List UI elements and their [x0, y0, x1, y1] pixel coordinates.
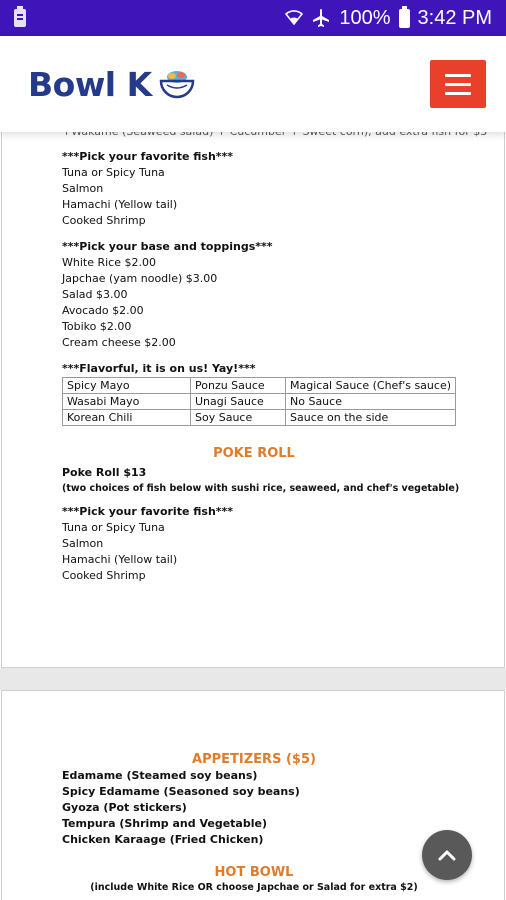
sauce-table [62, 377, 456, 426]
poke-roll-section [62, 465, 459, 497]
status-icons [285, 6, 492, 30]
poke-roll-price: Poke Roll $13 [62, 466, 147, 479]
battery-percent: 100% [339, 6, 391, 29]
list-item: Hamachi (Yellow tail) [62, 553, 178, 566]
sim-card-icon [14, 9, 26, 27]
table-cell: Soy Sauce [191, 410, 286, 426]
sauce-heading: ***Flavorful, it is on us! Yay!*** [62, 362, 256, 375]
fish2-heading: ***Pick your favorite fish*** [62, 505, 234, 518]
airplane-icon [311, 8, 331, 28]
table-cell: Spicy Mayo [63, 378, 191, 394]
list-item: Cooked Shrimp [62, 569, 146, 582]
table-cell: Magical Sauce (Chef's sauce) [286, 378, 456, 394]
hamburger-menu-button[interactable] [430, 60, 486, 108]
chevron-up-icon [438, 849, 456, 861]
list-item: Gyoza (Pot stickers) [62, 801, 187, 814]
poke-roll-title: POKE ROLL [213, 446, 295, 461]
list-item: Tuna or Spicy Tuna [62, 166, 165, 179]
list-item: Cream cheese $2.00 [62, 336, 176, 349]
appetizers-title: APPETIZERS ($5) [192, 752, 316, 767]
base-heading: ***Pick your base and toppings*** [62, 240, 273, 253]
logo[interactable] [28, 64, 196, 104]
fish-section [62, 149, 233, 229]
menu-document-page-1 [1, 120, 505, 668]
fish-heading: ***Pick your favorite fish*** [62, 150, 234, 163]
hot-bowl-note: (include White Rice OR choose Japchae or Salad for extra $2) [90, 882, 418, 893]
page-separator [0, 668, 506, 690]
table-cell: Unagi Sauce [191, 394, 286, 410]
menu-bar-icon [445, 74, 471, 77]
list-item: Salmon [62, 182, 104, 195]
site-header [0, 36, 506, 132]
list-item: Tuna or Spicy Tuna [62, 521, 165, 534]
table-cell: Wasabi Mayo [63, 394, 191, 410]
list-item: Tobiko $2.00 [62, 320, 132, 333]
list-item: Tempura (Shrimp and Vegetable) [62, 817, 267, 830]
hot-bowl-title: HOT BOWL [214, 865, 294, 880]
table-cell: Ponzu Sauce [191, 378, 286, 394]
list-item: White Rice $2.00 [62, 256, 156, 269]
list-item: Hamachi (Yellow tail) [62, 198, 178, 211]
table-cell: Sauce on the side [286, 410, 456, 426]
list-item: Avocado $2.00 [62, 304, 144, 317]
list-item: Japchae (yam noodle) $3.00 [62, 272, 218, 285]
clock: 3:42 PM [417, 6, 492, 29]
list-item: Salad $3.00 [62, 288, 128, 301]
table-cell: Korean Chili [63, 410, 191, 426]
bowl-logo-icon [158, 65, 196, 103]
table-row [63, 394, 456, 410]
list-item: Salmon [62, 537, 104, 550]
base-section [62, 239, 273, 351]
table-cell: No Sauce [286, 394, 456, 410]
list-item: Spicy Edamame (Seasoned soy beans) [62, 785, 300, 798]
poke-roll-note: (two choices of fish below with sushi rice, seaweed, and chef's vegetable) [62, 483, 460, 494]
menu-bar-icon [445, 92, 471, 95]
scroll-to-top-button[interactable] [422, 830, 472, 880]
fish2-section [62, 504, 233, 584]
list-item: Cooked Shrimp [62, 214, 146, 227]
sauce-heading-wrap [62, 361, 255, 377]
menu-bar-icon [445, 83, 471, 86]
logo-text: Bowl K [28, 64, 152, 104]
status-bar [0, 0, 506, 36]
list-item: Chicken Karaage (Fried Chicken) [62, 833, 264, 846]
wifi-icon [285, 9, 303, 27]
battery-icon [399, 9, 410, 28]
table-row [63, 378, 456, 394]
appetizers-section [62, 768, 300, 848]
table-row [63, 410, 456, 426]
list-item: Edamame (Steamed soy beans) [62, 769, 258, 782]
